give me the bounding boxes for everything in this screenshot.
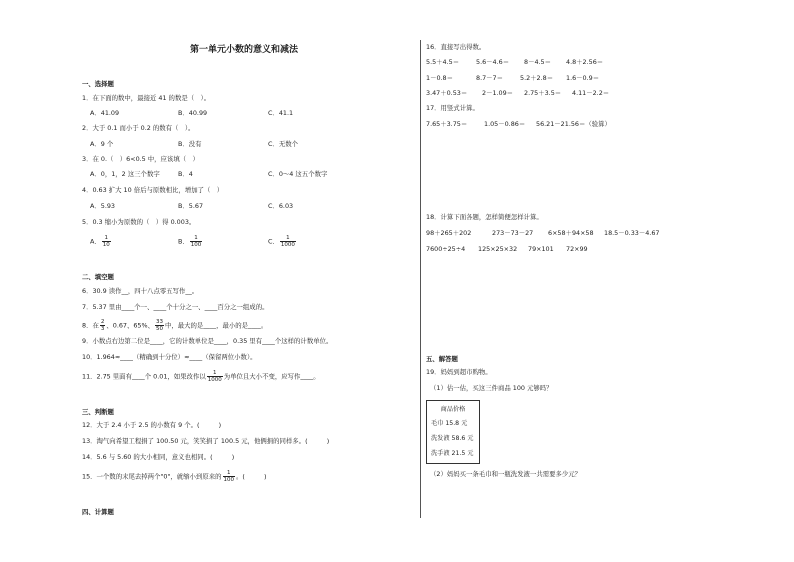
- calc-row-3-item-3: 2.75＋3.5＝: [524, 89, 562, 97]
- fraction-numerator: 1: [223, 470, 236, 477]
- q5-option-c-label: C．: [268, 237, 279, 246]
- section-answer-heading: 五、解答题: [426, 355, 458, 363]
- question-19-part-1: （1）估一估，买这三件商品 100 元够吗？: [430, 384, 553, 392]
- price-list-box: [426, 400, 480, 464]
- q5-option-c: [268, 235, 297, 248]
- q4-option-a: A．5.93: [90, 202, 115, 210]
- section-judge-heading: 三、判断题: [82, 408, 114, 416]
- column-divider: [420, 40, 421, 518]
- calc-row-2-item-4: 1.6－0.9＝: [566, 74, 600, 82]
- question-12: 12．大于 2.4 小于 2.5 的小数有 9 个。( ): [82, 421, 222, 429]
- question-9: 9．小数点右边第二位是____，它的计数单位是____，0.35 里有____个这样的计数单位。: [82, 337, 333, 345]
- q1-option-c: C．41.1: [268, 109, 294, 117]
- fraction-denominator: 100: [190, 242, 202, 248]
- calc-row-1-item-3: 8－4.5＝: [524, 58, 552, 66]
- calc-row-3-item-4: 4.11－2.2＝: [572, 89, 610, 97]
- vertical-calc-3: 56.21－21.56＝（验算）: [536, 120, 611, 128]
- q15-text-start: 15．一个数的末尾去掉两个"0"，就缩小到原来的: [82, 472, 222, 481]
- q15-text-end: 。( ): [236, 472, 267, 481]
- q5-option-b: [178, 235, 203, 248]
- vertical-calc-1: 7.65＋3.75＝: [426, 120, 468, 128]
- fraction-numerator: 33: [155, 319, 163, 325]
- fraction: [207, 370, 223, 383]
- simplify-row-1-item-3: 6×58＋94×58: [548, 229, 594, 237]
- price-list-header: 商品价格: [440, 406, 466, 413]
- question-19: 19．妈妈到超市购物。: [426, 368, 492, 376]
- fraction-numerator: 1: [190, 235, 203, 242]
- fraction-denominator: 1000: [280, 242, 295, 248]
- page-title: 第一单元小数的意义和减法: [190, 45, 299, 55]
- section-choice-heading: 一、选择题: [82, 80, 114, 88]
- calc-row-2-item-2: 8.7－7＝: [476, 74, 504, 82]
- fraction-numerator: 2: [100, 319, 105, 325]
- calc-row-1-item-1: 5.5＋4.5＝: [426, 58, 460, 66]
- fraction: [100, 319, 106, 332]
- question-4: 4．0.63 扩大 10 倍后与原数相比，增加了（ ）: [82, 186, 224, 194]
- simplify-row-2-item-2: 125×25×32: [478, 245, 518, 253]
- q4-option-b: B．5.67: [178, 202, 204, 210]
- q5-option-a-label: A．: [90, 237, 101, 246]
- q3-option-a: A．0，1，2 这三个数字: [90, 170, 160, 178]
- fraction-denominator: 3: [100, 326, 105, 332]
- question-14: 14．5.6 与 5.60 的大小相同，意义也相同。( ): [82, 453, 235, 461]
- fraction-numerator: 1: [102, 235, 111, 242]
- q8-text-start: 8．在: [82, 321, 99, 330]
- simplify-row-2-item-1: 7600÷25÷4: [426, 245, 466, 253]
- question-10: 10．1.964≈____（精确到十分位）≈____（保留两位小数）。: [82, 353, 257, 361]
- q4-option-c: C．6.03: [268, 202, 294, 210]
- q8-text-end: 中，最大的是____，最小的是____。: [164, 321, 268, 330]
- question-11: [82, 370, 320, 383]
- section-fill-heading: 二、填空题: [82, 273, 114, 281]
- question-8: [82, 319, 267, 332]
- fraction-denominator: 50: [155, 326, 163, 332]
- calc-row-3-item-2: 2－1.09＝: [482, 89, 514, 97]
- fraction-denominator: 1000: [207, 377, 222, 383]
- q11-text-start: 11．2.75 里面有____个 0.01，如果改作以: [82, 372, 206, 381]
- simplify-row-1-item-1: 98＋265＋202: [426, 229, 472, 237]
- question-15: [82, 470, 267, 483]
- fraction-numerator: 1: [207, 370, 223, 377]
- price-item-shampoo: 洗发液 58.6 元: [431, 435, 474, 442]
- q1-option-b: B．40.99: [178, 109, 208, 117]
- price-item-handwash: 洗手液 21.5 元: [431, 450, 474, 457]
- fraction: [102, 235, 111, 248]
- question-17: 17．用竖式计算。: [426, 104, 479, 112]
- vertical-calc-2: 1.05－0.86＝: [484, 120, 526, 128]
- q5-option-a: [90, 235, 112, 248]
- q3-option-c: C．0～4 这五个数字: [268, 170, 328, 178]
- calc-row-2-item-3: 5.2＋2.8＝: [520, 74, 554, 82]
- q2-option-b: B．没有: [178, 140, 202, 148]
- fraction: [190, 235, 203, 248]
- question-3: 3．在 0.（ ）6<0.5 中，应该填（ ）: [82, 155, 199, 163]
- question-1: 1．在下面的数中，最接近 41 的数是（ ）。: [82, 94, 211, 102]
- question-13: 13．淘气向希望工程捐了 100.50 元，笑笑捐了 100.5 元，他俩捐的同样多。( ): [82, 437, 330, 445]
- fraction-denominator: 10: [102, 242, 110, 248]
- q3-option-b: B．4: [178, 170, 193, 178]
- simplify-row-2-item-3: 79×101: [528, 245, 554, 253]
- q2-option-c: C．无数个: [268, 140, 299, 148]
- calc-row-1-item-4: 4.8＋2.56＝: [566, 58, 604, 66]
- calc-row-1-item-2: 5.6－4.6＝: [476, 58, 510, 66]
- q11-text-end: 为单位且大小不变，应写作____。: [223, 372, 320, 381]
- fraction-denominator: 100: [223, 477, 234, 483]
- fraction: [280, 235, 296, 248]
- fraction: [155, 319, 164, 332]
- question-18: 18．计算下面各题，怎样简便怎样计算。: [426, 213, 543, 221]
- calc-row-3-item-1: 3.47＋0.53＝: [426, 89, 468, 97]
- simplify-row-2-item-4: 72×99: [566, 245, 588, 253]
- fraction: [223, 470, 236, 483]
- question-5: 5．0.3 缩小为原数的（ ）得 0.003。: [82, 218, 196, 226]
- question-16: 16．直接写出得数。: [426, 43, 486, 51]
- q1-option-a: A．41.09: [90, 109, 120, 117]
- price-item-towel: 毛巾 15.8 元: [431, 420, 468, 427]
- question-7: 7．5.37 里由____个一、____个十分之一、____百分之一组成的。: [82, 303, 269, 311]
- q5-option-b-label: B．: [178, 237, 189, 246]
- question-2: 2．大于 0.1 而小于 0.2 的数有（ ）。: [82, 124, 195, 132]
- question-19-part-2: （2）妈妈买一条毛巾和一瓶洗发液一共需要多少元？: [430, 470, 582, 478]
- question-6: 6．30.9 读作__，四十八点零五写作__。: [82, 287, 199, 295]
- section-calc-heading: 四、计算题: [82, 508, 114, 516]
- simplify-row-1-item-4: 18.5－0.33－4.67: [604, 229, 660, 237]
- calc-row-2-item-1: 1－0.8＝: [426, 74, 454, 82]
- simplify-row-1-item-2: 273－73－27: [492, 229, 534, 237]
- fraction-numerator: 1: [280, 235, 296, 242]
- q8-text-middle: 、0.67、65%、: [106, 321, 154, 330]
- q2-option-a: A．9 个: [90, 140, 114, 148]
